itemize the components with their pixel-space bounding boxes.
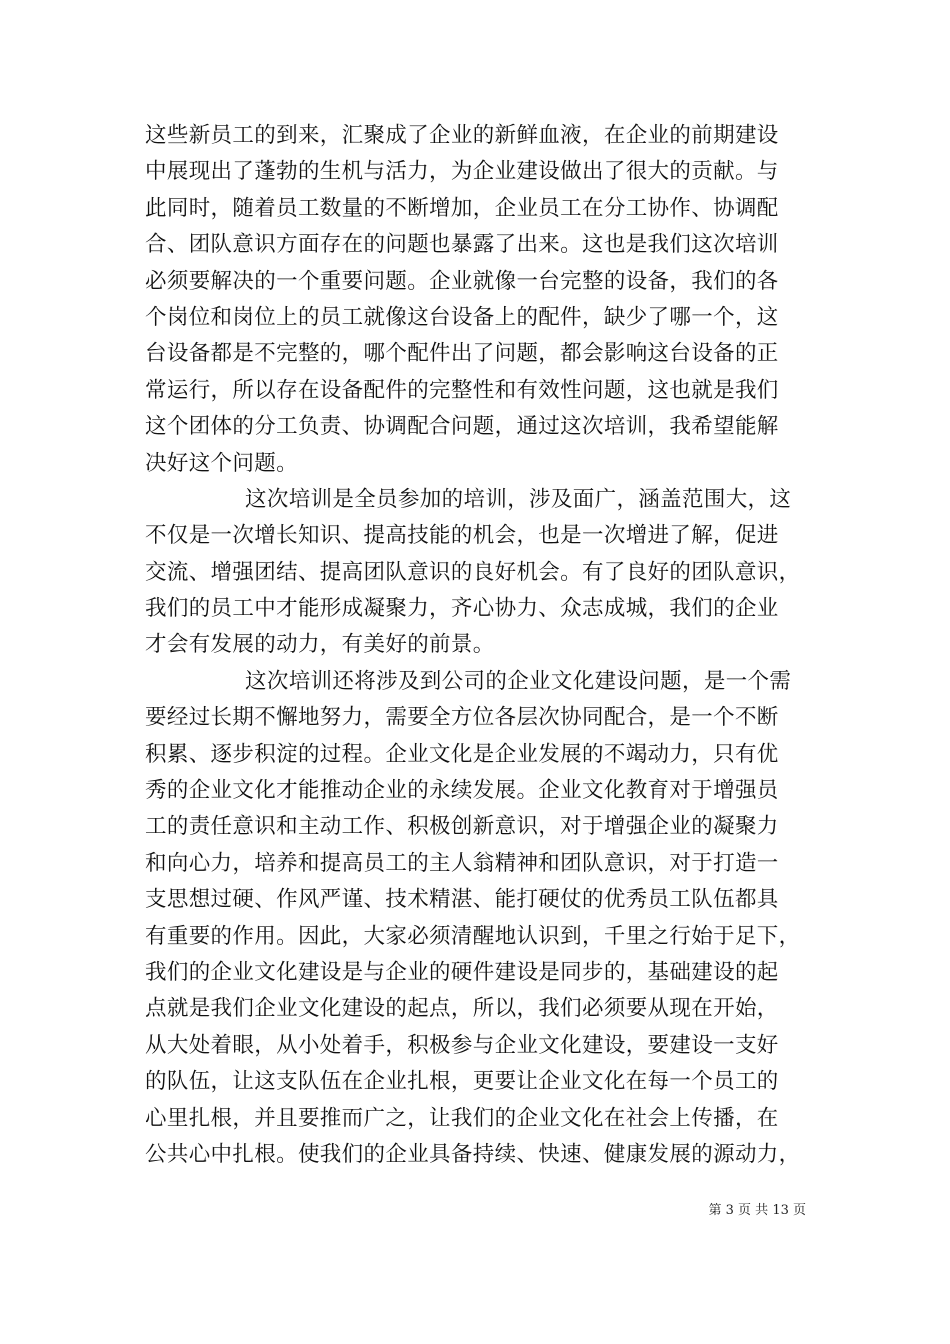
paragraph-line: 积累、逐步积淀的过程。企业文化是企业发展的不竭动力，只有优 — [145, 741, 779, 767]
paragraph-line: 这次培训是全员参加的培训，涉及面广，涵盖范围大，这 — [245, 486, 792, 512]
paragraph-line: 工的责任意识和主动工作、积极创新意识，对于增强企业的凝聚力 — [145, 814, 779, 840]
paragraph-line: 才会有发展的动力，有美好的前景。 — [145, 632, 495, 658]
paragraph-line: 合、团队意识方面存在的问题也暴露了出来。这也是我们这次培训 — [145, 232, 779, 258]
paragraph-line: 这次培训还将涉及到公司的企业文化建设问题，是一个需 — [245, 668, 792, 694]
paragraph-line: 有重要的作用。因此，大家必须清醒地认识到，千里之行始于足下， — [145, 923, 801, 949]
paragraph-line: 公共心中扎根。使我们的企业具备持续、快速、健康发展的源动力， — [145, 1141, 801, 1167]
paragraph-line: 此同时，随着员工数量的不断增加，企业员工在分工协作、协调配 — [145, 195, 779, 221]
paragraph-line: 我们的员工中才能形成凝聚力，齐心协力、众志成城，我们的企业 — [145, 596, 779, 622]
page-footer: 第 3 页 共 13 页 — [708, 1203, 806, 1218]
paragraph-line: 决好这个问题。 — [145, 450, 298, 476]
paragraph-line: 不仅是一次增长知识、提高技能的机会，也是一次增进了解，促进 — [145, 523, 779, 549]
paragraph — [145, 664, 825, 1173]
paragraph-line: 台设备都是不完整的，哪个配件出了问题，都会影响这台设备的正 — [145, 341, 779, 367]
paragraph-line: 点就是我们企业文化建设的起点，所以，我们必须要从现在开始， — [145, 996, 779, 1022]
paragraph-line: 秀的企业文化才能推动企业的永续发展。企业文化教育对于增强员 — [145, 778, 779, 804]
paragraph-line: 和向心力，培养和提高员工的主人翁精神和团队意识，对于打造一 — [145, 850, 779, 876]
paragraph-line: 必须要解决的一个重要问题。企业就像一台完整的设备，我们的各 — [145, 268, 779, 294]
paragraph-line: 常运行，所以存在设备配件的完整性和有效性问题，这也就是我们 — [145, 377, 779, 403]
body-text — [145, 118, 825, 1173]
paragraph-line: 中展现出了蓬勃的生机与活力，为企业建设做出了很大的贡献。与 — [145, 159, 779, 185]
paragraph-line: 心里扎根，并且要推而广之，让我们的企业文化在社会上传播，在 — [145, 1105, 779, 1131]
paragraph-line: 支思想过硬、作风严谨、技术精湛、能打硬仗的优秀员工队伍都具 — [145, 887, 779, 913]
paragraph — [145, 118, 825, 482]
paragraph-line: 交流、增强团结、提高团队意识的良好机会。有了良好的团队意识， — [145, 559, 801, 585]
paragraph-line: 个岗位和岗位上的员工就像这台设备上的配件，缺少了哪一个，这 — [145, 304, 779, 330]
paragraph-line: 的队伍，让这支队伍在企业扎根，更要让企业文化在每一个员工的 — [145, 1069, 779, 1095]
paragraph-line: 要经过长期不懈地努力，需要全方位各层次协同配合，是一个不断 — [145, 705, 779, 731]
paragraph-line: 这些新员工的到来，汇聚成了企业的新鲜血液，在企业的前期建设 — [145, 123, 779, 148]
paragraph — [145, 482, 825, 664]
paragraph-line: 从大处着眼，从小处着手，积极参与企业文化建设，要建设一支好 — [145, 1032, 779, 1058]
paragraph-line: 这个团体的分工负责、协调配合问题，通过这次培训，我希望能解 — [145, 414, 779, 440]
paragraph-line: 我们的企业文化建设是与企业的硬件建设是同步的，基础建设的起 — [145, 959, 779, 985]
